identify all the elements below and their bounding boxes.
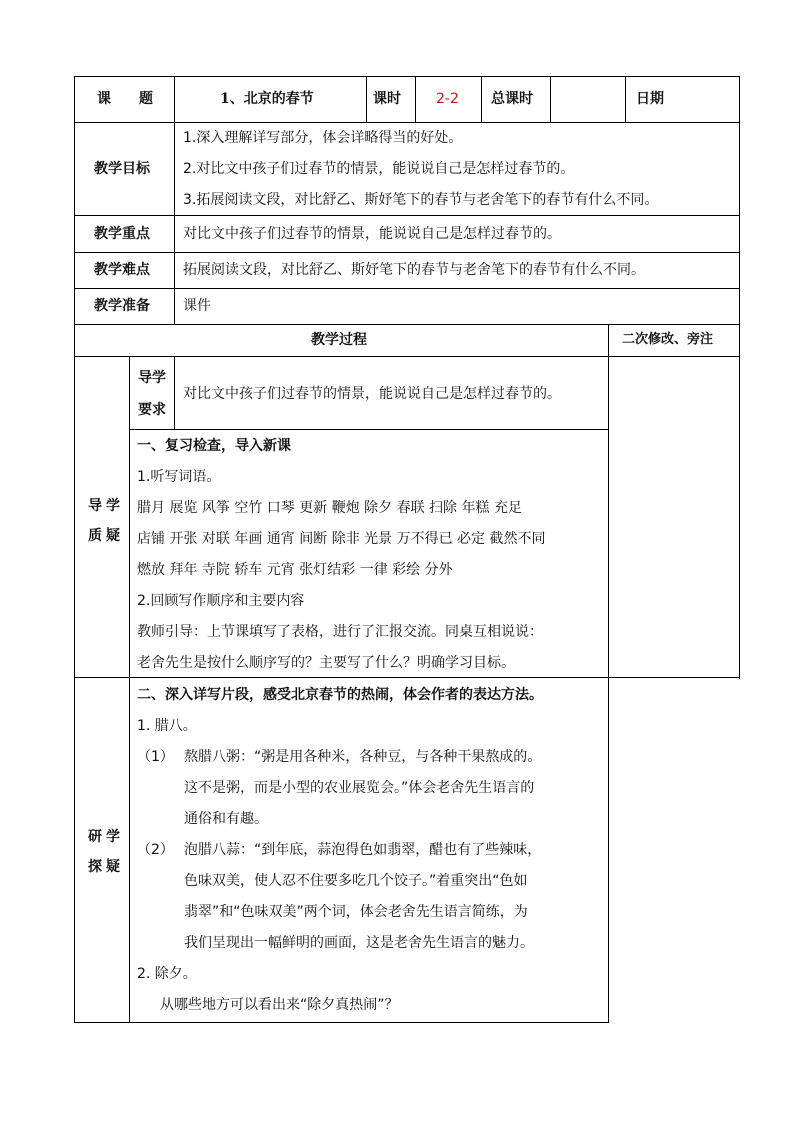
table-border bbox=[625, 76, 626, 123]
paragraph-line: 通俗和有趣。 bbox=[184, 811, 268, 827]
vocabulary-line: 燃放 拜年 寺院 轿车 元宵 张灯结彩 一律 彩绘 分外 bbox=[137, 562, 453, 578]
paragraph-line: 我们呈现出一幅鲜明的画面，这是老舍先生语言的魅力。 bbox=[184, 935, 534, 951]
preparation-text: 课件 bbox=[183, 298, 211, 314]
guide-side-label: 质疑 bbox=[88, 528, 124, 544]
key-points-text: 对比文中孩子们过春节的情景，能说说自己是怎样过春节的。 bbox=[183, 226, 561, 242]
table-border bbox=[608, 324, 609, 1023]
paragraph-line: 翡翠”和“色味双美”两个词，体会老舍先生语言简练，为 bbox=[184, 904, 528, 920]
period-value: 2-2 bbox=[436, 91, 459, 107]
table-border bbox=[74, 76, 75, 1023]
question-line: 从哪些地方可以看出来“除夕真热闹”？ bbox=[160, 997, 399, 1013]
difficulties-text: 拓展阅读文段，对比舒乙、斯妤笔下的春节与老舍笔下的春节有什么不同。 bbox=[183, 262, 645, 278]
difficulties-label: 教学难点 bbox=[94, 262, 150, 278]
list-item: 1.听写词语。 bbox=[137, 469, 221, 485]
paragraph-line: 泡腊八蒜：“到年底，蒜泡得色如翡翠，醋也有了些辣味， bbox=[184, 842, 542, 858]
table-border bbox=[74, 1022, 609, 1023]
total-periods-label: 总课时 bbox=[491, 91, 533, 107]
sub-item-number: （2） bbox=[137, 842, 174, 858]
sub-item-number: （1） bbox=[137, 749, 174, 765]
research-side-label: 探疑 bbox=[88, 859, 124, 875]
paragraph-line: 老舍先生是按什么顺序写的？主要写了什么？明确学习目标。 bbox=[137, 655, 515, 671]
vocabulary-line: 店铺 开张 对联 年画 通宵 间断 除非 光景 万不得已 必定 截然不同 bbox=[137, 531, 546, 547]
table-border bbox=[481, 76, 482, 123]
research-side-label: 研学 bbox=[88, 829, 124, 845]
table-border bbox=[74, 677, 740, 678]
process-label: 教学过程 bbox=[311, 332, 367, 348]
section-heading: 二、深入详写片段，感受北京春节的热闹，体会作者的表达方法。 bbox=[137, 687, 543, 703]
section-heading: 一、复习检查，导入新课 bbox=[137, 438, 291, 454]
goal-item: 1.深入理解详写部分，体会详略得当的好处。 bbox=[183, 130, 463, 146]
table-border bbox=[415, 76, 416, 123]
notes-label: 二次修改、旁注 bbox=[622, 332, 714, 347]
subject-value: 1、北京的春节 bbox=[220, 91, 314, 107]
table-border bbox=[174, 76, 175, 325]
paragraph-line: 这不是粥，而是小型的农业展览会。”体会老舍先生语言的 bbox=[184, 780, 535, 796]
guide-requirement-label: 导学 bbox=[138, 370, 166, 386]
guide-requirement-text: 对比文中孩子们过春节的情景，能说说自己是怎样过春节的。 bbox=[183, 386, 561, 402]
preparation-label: 教学准备 bbox=[94, 298, 150, 314]
list-item: 2. 除夕。 bbox=[137, 966, 197, 982]
table-border bbox=[550, 76, 551, 123]
list-item: 2.回顾写作顺序和主要内容 bbox=[137, 593, 305, 609]
table-border bbox=[129, 429, 608, 430]
list-item: 1. 腊八。 bbox=[137, 718, 197, 734]
table-border bbox=[129, 356, 130, 1023]
key-points-label: 教学重点 bbox=[94, 226, 150, 242]
table-border bbox=[366, 76, 367, 123]
paragraph-line: 熬腊八粥：“粥是用各种米，各种豆，与各种干果熬成的。 bbox=[184, 749, 542, 765]
period-label: 课时 bbox=[373, 91, 401, 107]
guide-requirement-label: 要求 bbox=[138, 402, 166, 418]
goal-item: 2.对比文中孩子们过春节的情景，能说说自己是怎样过春节的。 bbox=[183, 161, 575, 177]
paragraph-line: 教师引导：上节课填写了表格，进行了汇报交流。同桌互相说说： bbox=[137, 624, 543, 640]
goals-label: 教学目标 bbox=[94, 161, 150, 177]
paragraph-line: 色味双美，使人忍不住要多吃几个饺子。”着重突出“色如 bbox=[184, 873, 528, 889]
subject-label: 课 题 bbox=[97, 91, 153, 107]
goal-item: 3.拓展阅读文段，对比舒乙、斯妤笔下的春节与老舍笔下的春节有什么不同。 bbox=[183, 192, 659, 208]
vocabulary-line: 腊月 展览 风筝 空竹 口琴 更新 鞭炮 除夕 春联 扫除 年糕 充足 bbox=[137, 500, 522, 516]
guide-side-label: 导学 bbox=[88, 498, 124, 514]
date-label: 日期 bbox=[636, 91, 664, 107]
table-border bbox=[174, 356, 175, 430]
table-border bbox=[739, 76, 740, 679]
